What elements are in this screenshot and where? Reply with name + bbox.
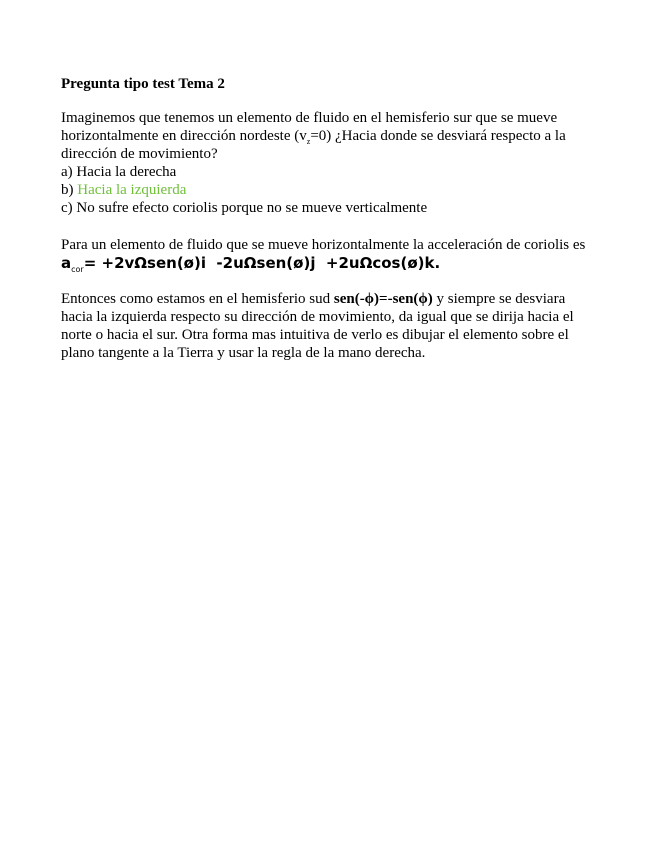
question-line: horizontalmente en dirección nordeste $(v_z=0)$ ¿Hacia donde se desviará respecto a la	[61, 128, 566, 146]
explanation-line: plano tangente a la Tierra y usar la regla de la mano derecha.	[61, 345, 426, 361]
option-a: a) Hacia la derecha	[61, 164, 177, 180]
option-b: b) Hacia la izquierda	[61, 182, 187, 198]
question-line: dirección de movimiento?	[61, 146, 218, 162]
explanation-line: norte o hacia el sur. Otra forma mas intuitiva de verlo es dibujar el elemento sobre el	[61, 327, 569, 343]
option-c: c) No sufre efecto coriolis porque no se mueve verticalmente	[61, 200, 428, 216]
page-title: Pregunta tipo test Tema 2	[61, 76, 225, 92]
explanation-line: Entonces como estamos en el hemisferio sud sen(-ϕ)=-sen(ϕ) y siempre se desviara	[61, 291, 566, 307]
explanation-line: hacia la izquierda respecto su dirección de movimiento, da igual que se dirija hacia el	[61, 309, 574, 325]
question-line: Imaginemos que tenemos un elemento de fluido en el hemisferio sur que se mueve	[61, 110, 558, 126]
coriolis-formula: $a_{cor}=$ +2vΩsen(ø)i -2uΩsen(ø)j +2uΩcos(ø)k.	[61, 254, 441, 274]
correct-answer: Hacia la izquierda	[77, 182, 187, 198]
explanation-line: Para un elemento de fluido que se mueve horizontalmente la acceleración de coriolis es	[61, 237, 586, 253]
